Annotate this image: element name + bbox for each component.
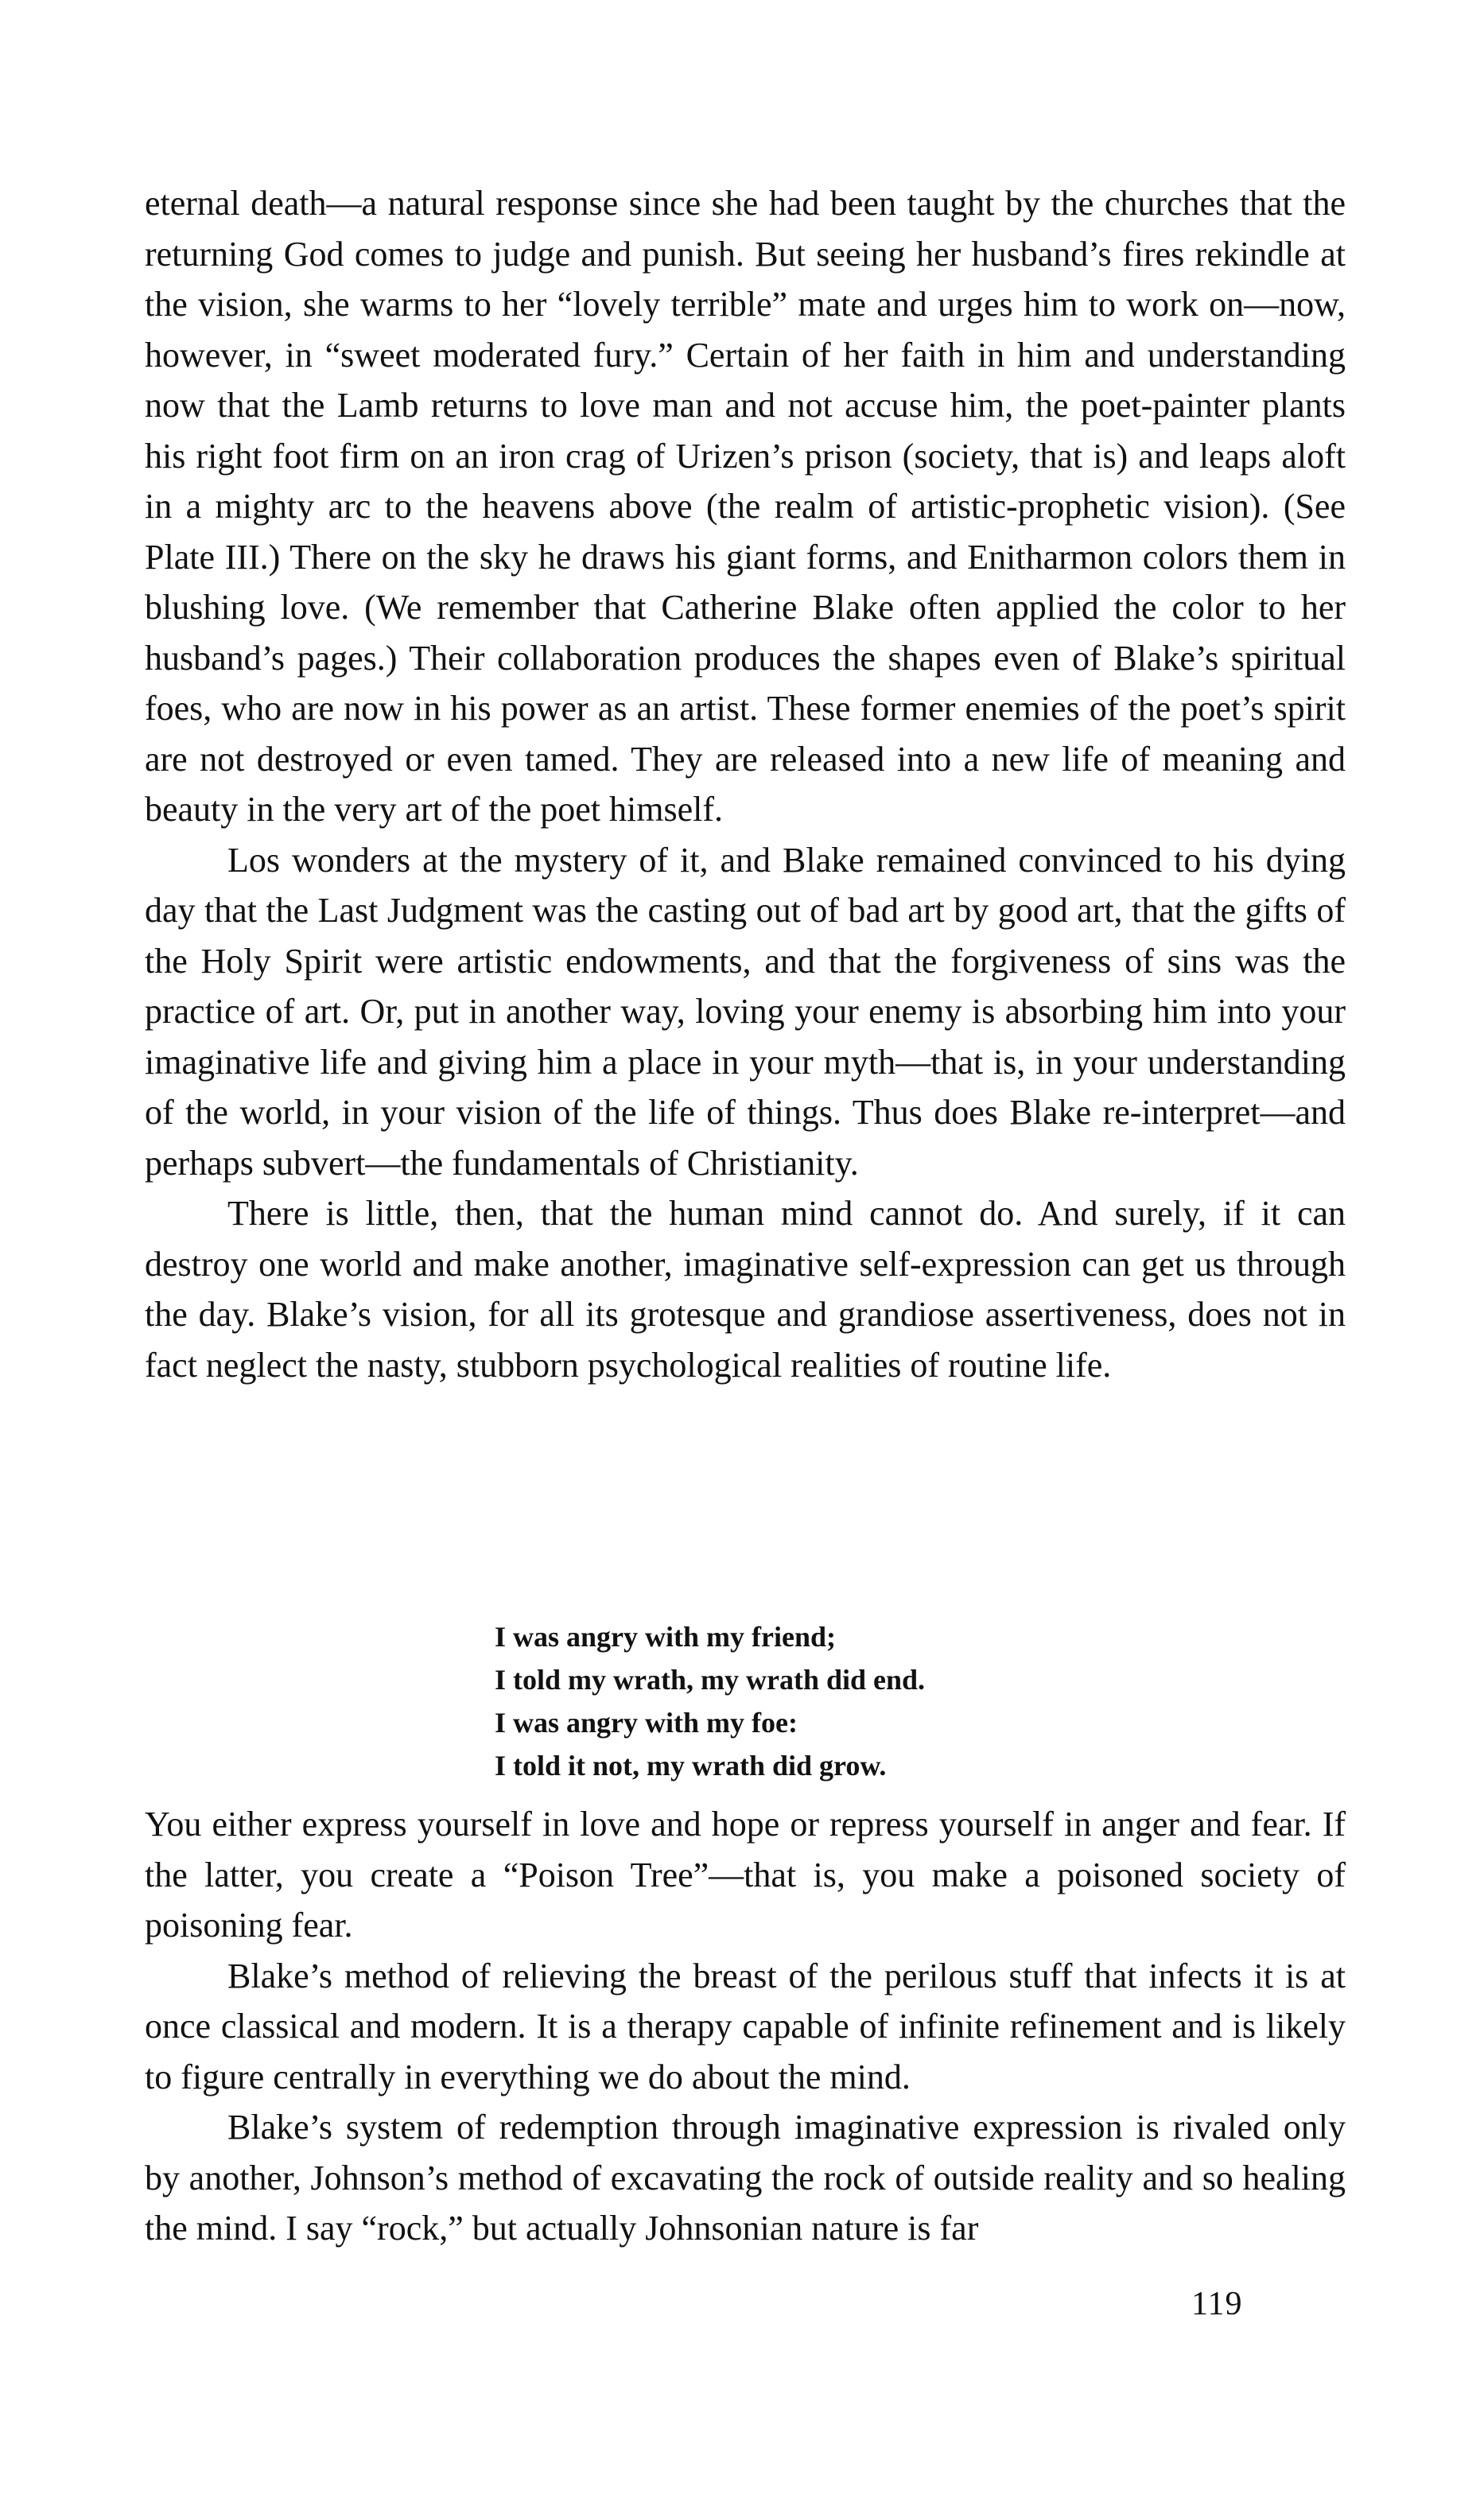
poem-line: I was angry with my friend;	[495, 1621, 836, 1653]
poem-line: I told it not, my wrath did grow.	[495, 1750, 887, 1782]
poem-line: I told my wrath, my wrath did end.	[495, 1664, 926, 1696]
body-text-bottom	[145, 1799, 1346, 2254]
paragraph-redemption: Blake’s system of redemption through imaginative expression is rivaled only by another, Johnson’s method of excavating the rock of outside reality and so healing the mind. I say “rock,” but actually Johnsonian nature is far	[145, 2108, 1346, 2248]
poem-excerpt	[495, 1615, 1131, 1787]
paragraph-blakes-method: Blake’s method of relieving the breast of the perilous stuff that infects it is at once classical and modern. It is a therapy capable of infinite refinement and is likely to figure centrally in everything we do about the mind.	[145, 1956, 1346, 2096]
paragraph-poison-tree: You either express yourself in love and hope or repress yourself in anger and fear. If the latter, you create a “Poison Tree”—that is, you make a poisoned society of poisoning fear.	[145, 1805, 1346, 1945]
body-text-top	[145, 178, 1346, 1390]
paragraph-enitharmon: eternal death—a natural response since she had been taught by the churches that the returning God comes to judge and punish. But seeing her husband’s fires rekindle at the vision, she warms to her “lovely terrible” mate and urges him to work on—now, however, in “sweet moderated fury.” Certain of her faith in him and understanding now that the Lamb returns to love man and not accuse him, the poet-painter plants his right foot firm on an iron crag of Urizen’s prison (society, that is) and leaps aloft in a mighty arc to the heavens above (the realm of artistic-prophetic vision). (See Plate III.) There on the sky he draws his giant forms, and Enitharmon colors them in blushing love. (We remember that Catherine Blake often applied the color to her husband’s pages.) Their collaboration produces the shapes even of Blake’s spiritual foes, who are now in his power as an artist. These former enemies of the poet’s spirit are not destroyed or even tamed. They are released into a new life of meaning and beauty in the very art of the poet himself.	[145, 184, 1346, 829]
paragraph-los-wonders: Los wonders at the mystery of it, and Blake remained convinced to his dying day that the Last Judgment was the casting out of bad art by good art, that the gifts of the Holy Spirit were artistic endowments, and that the forgiveness of sins was the practice of art. Or, put in another way, loving your enemy is absorbing him into your imaginative life and giving him a place in your myth—that is, in your understanding of the world, in your vision of the life of things. Thus does Blake re-interpret—and perhaps subvert—the fundamentals of Christianity.	[145, 840, 1346, 1183]
paragraph-human-mind: There is little, then, that the human mind cannot do. And surely, if it can destroy one world and make another, imaginative self-expression can get us through the day. Blake’s vision, for all its grotesque and grandiose assertiveness, does not in fact neglect the nasty, stubborn psychological realities of routine life.	[145, 1194, 1346, 1385]
page-number: 119	[1191, 2286, 1243, 2322]
poem-line: I was angry with my foe:	[495, 1707, 798, 1739]
